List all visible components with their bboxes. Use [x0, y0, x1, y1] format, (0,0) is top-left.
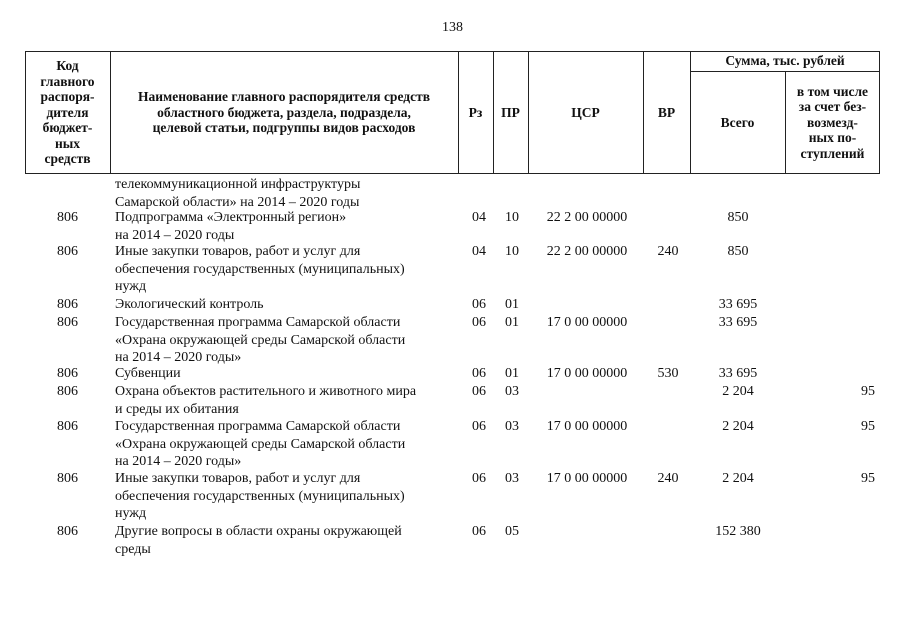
cell-rz: 06	[472, 524, 486, 539]
cell-name-line: Самарской области» на 2014 – 2020 годы	[115, 194, 360, 210]
header-pr: ПР	[501, 104, 520, 120]
cell-vr: 530	[657, 366, 679, 381]
header-name-line: областного бюджета, раздела, подраздела,	[157, 104, 411, 120]
header-free-line: возмезд-	[807, 114, 858, 130]
header-free-line: в том числе	[796, 83, 869, 99]
cell-rz: 04	[472, 244, 486, 259]
cell-rz: 06	[472, 471, 486, 486]
header-code	[25, 51, 110, 174]
cell-name-line: на 2014 – 2020 годы»	[115, 350, 242, 365]
header-code-line: дителя	[46, 104, 89, 120]
cell-pr: 03	[505, 384, 519, 399]
header-code-line: распоря-	[40, 89, 95, 105]
cell-code: 806	[57, 524, 78, 539]
cell-name	[115, 209, 455, 244]
cell-pr: 01	[505, 315, 519, 330]
cell-total: 2 204	[722, 419, 754, 434]
cell-name-line: Государственная программа Самарской области	[115, 419, 401, 434]
cell-name-line: на 2014 – 2020 годы	[115, 227, 235, 243]
cell-rz: 06	[472, 384, 486, 399]
cell-rz: 04	[472, 210, 486, 225]
header-name-line: Наименование главного распорядителя средств	[137, 89, 430, 105]
cell-csr: 17 0 00 00000	[546, 315, 628, 330]
cell-code: 806	[57, 419, 78, 434]
cell-code: 806	[57, 366, 78, 381]
header-code-line: бюджет-	[42, 120, 93, 136]
cell-free: 95	[861, 419, 875, 434]
cell-csr: 17 0 00 00000	[546, 366, 628, 381]
cell-name-line: нужд	[115, 506, 147, 521]
cell-vr: 240	[657, 471, 679, 486]
cell-name-line: нужд	[115, 279, 147, 294]
header-code-line: ных	[54, 135, 81, 151]
header-vr: ВР	[657, 104, 676, 120]
header-csr: ЦСР	[571, 104, 600, 120]
cell-total: 2 204	[722, 471, 754, 486]
cell-name	[115, 176, 455, 211]
cell-name-line: Государственная программа Самарской области	[115, 315, 401, 330]
cell-vr: 240	[657, 244, 679, 259]
cell-pr: 10	[505, 244, 519, 259]
cell-total: 33 695	[718, 315, 758, 330]
cell-pr: 10	[505, 210, 519, 225]
cell-pr: 03	[505, 419, 519, 434]
cell-pr: 01	[505, 297, 519, 312]
cell-name-line: телекоммуникационной инфраструктуры	[115, 177, 361, 192]
header-code-line: главного	[40, 73, 95, 89]
header-free-line: ступлений	[800, 145, 865, 161]
cell-pr: 03	[505, 471, 519, 486]
cell-name-line: на 2014 – 2020 годы»	[115, 454, 242, 469]
cell-free: 95	[861, 384, 875, 399]
cell-name-line: Охрана объектов растительного и животного мира	[115, 384, 417, 399]
cell-name-line: Иные закупки товаров, работ и услуг для	[115, 471, 361, 486]
cell-total: 850	[727, 244, 749, 259]
cell-name-line: Подпрограмма «Электронный регион»	[115, 210, 347, 225]
cell-code: 806	[57, 315, 78, 330]
cell-name-line: Экологический контроль	[115, 297, 264, 312]
cell-name	[115, 296, 455, 314]
cell-name	[115, 365, 455, 383]
cell-csr: 17 0 00 00000	[546, 419, 628, 434]
cell-csr: 22 2 00 00000	[546, 244, 628, 259]
header-code-line: средств	[44, 151, 91, 167]
cell-name	[115, 243, 455, 296]
header-name-line: целевой статьи, подгруппы видов расходов	[152, 120, 416, 136]
cell-name-line: обеспечения государственных (муниципальных)	[115, 261, 405, 277]
header-total: Всего	[720, 114, 755, 130]
cell-rz: 06	[472, 315, 486, 330]
cell-rz: 06	[472, 366, 486, 381]
cell-name	[115, 523, 455, 558]
cell-code: 806	[57, 471, 78, 486]
header-rz: Рз	[468, 104, 483, 120]
cell-csr: 17 0 00 00000	[546, 471, 628, 486]
cell-name	[115, 383, 455, 418]
header-code-line: Код	[56, 58, 79, 74]
cell-code: 806	[57, 210, 78, 225]
cell-csr: 22 2 00 00000	[546, 210, 628, 225]
cell-total: 152 380	[715, 524, 761, 539]
header-free-line: ных по-	[808, 130, 857, 146]
cell-pr: 01	[505, 366, 519, 381]
cell-code: 806	[57, 297, 78, 312]
cell-rz: 06	[472, 297, 486, 312]
cell-name-line: среды	[115, 541, 151, 557]
cell-total: 2 204	[722, 384, 754, 399]
page-number: 138	[442, 20, 463, 35]
cell-free: 95	[861, 471, 875, 486]
header-name	[110, 51, 458, 174]
table-header	[25, 51, 880, 174]
cell-name-line: Иные закупки товаров, работ и услуг для	[115, 244, 361, 259]
cell-total: 33 695	[718, 297, 758, 312]
header-sum: Сумма, тыс. рублей	[725, 53, 845, 69]
cell-name	[115, 470, 455, 523]
cell-code: 806	[57, 244, 78, 259]
cell-name	[115, 418, 455, 471]
cell-name-line: и среды их обитания	[115, 401, 239, 417]
cell-code: 806	[57, 384, 78, 399]
cell-name-line: обеспечения государственных (муниципальных)	[115, 488, 405, 504]
cell-total: 33 695	[718, 366, 758, 381]
cell-name-line: «Охрана окружающей среды Самарской области	[115, 436, 406, 452]
cell-name-line: Другие вопросы в области охраны окружающей	[115, 524, 402, 539]
header-free-line: за счет без-	[798, 99, 867, 115]
cell-name	[115, 314, 455, 367]
cell-total: 850	[727, 210, 749, 225]
cell-rz: 06	[472, 419, 486, 434]
cell-name-line: «Охрана окружающей среды Самарской области	[115, 332, 406, 348]
cell-name-line: Субвенции	[115, 366, 181, 381]
header-free	[785, 71, 880, 174]
cell-pr: 05	[505, 524, 519, 539]
